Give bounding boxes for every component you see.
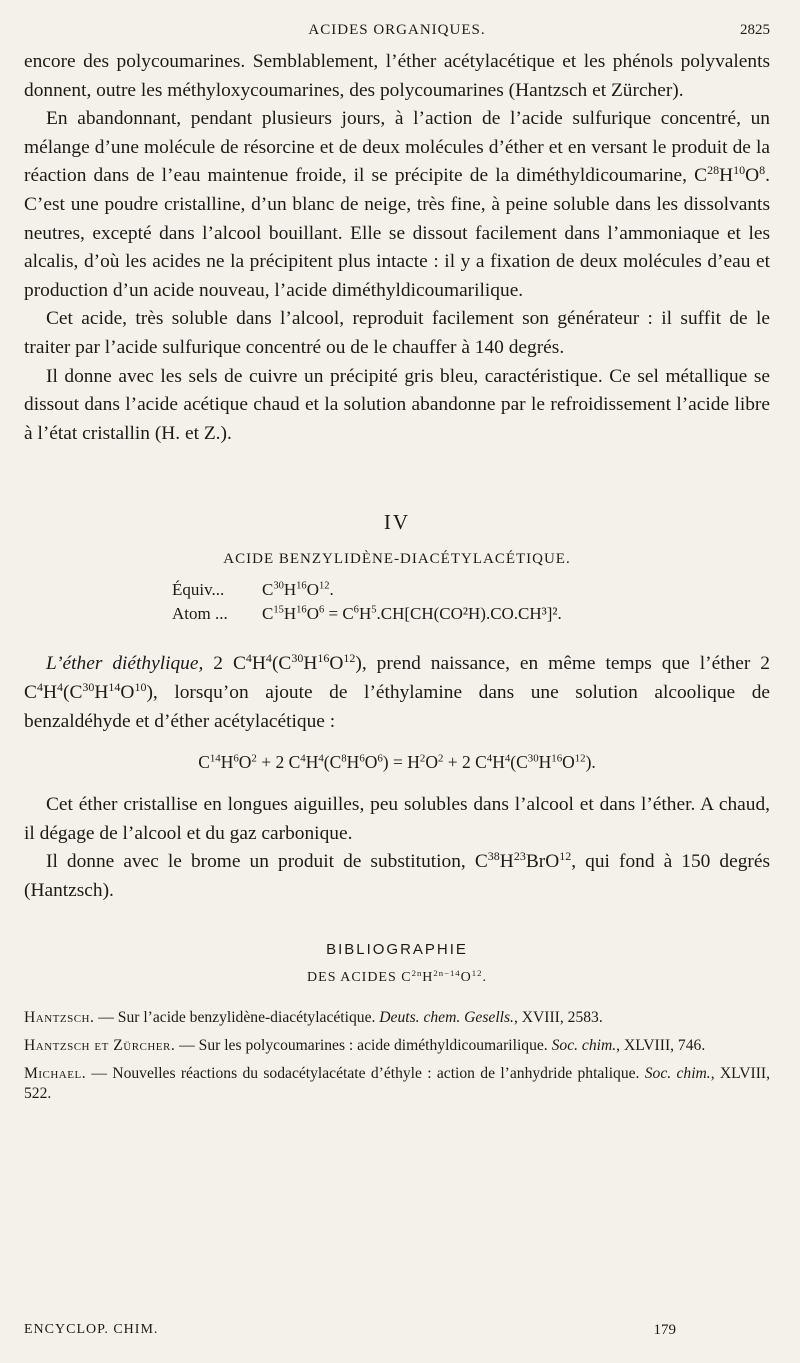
reaction-equation: $C^{14}H^6O^2 + 2$ $C^4H^4(C^8H^6O^6) = H^2O^2 + 2$ $C^4H^4(C^{30}H^{16}O^{12})$. — [198, 752, 596, 773]
page-number: 2825 — [740, 22, 770, 38]
formula-block — [172, 578, 770, 626]
paragraph-1: encore des polycoumarines. Semblablement, l’éther acétylacétique et les phénols polyvalents donnent, outre les méthyloxycoumarines, des polycoumarines (Hantzsch et Zürcher). — [24, 51, 770, 101]
bibliography-subheading: DES ACIDES $C^{2n}H^{2n-14}O^{12}$. — [307, 968, 487, 986]
paragraph-3: Cet acide, très soluble dans l’alcool, reproduit facilement son générateur : il suffit de le traiter par l’acide sulfurique concentré ou de le chauffer à 140 degrés. — [24, 308, 770, 358]
paragraph-5: L’éther diéthylique, 2 $C^4H^4(C^{30}H^{16}O^{12})$, prend naissance, en même temps que l’éther 2 $C^4H^4(C^{30}H^{14}O^{10})$, lorsqu’on ajoute de l’éthylamine dans une solution alcoolique de benzaldéhyde et d’éther acétylacétique : — [24, 651, 770, 732]
reference-item: Hantzsch et Zürcher. — Sur les polycoumarines : acide diméthyldicoumarilique. Soc. chim., XLVIII, 746. — [24, 1037, 706, 1055]
section-number: IV — [383, 510, 411, 535]
page — [24, 22, 770, 1112]
paragraph-6: Cet éther cristallise en longues aiguilles, peu solubles dans l’alcool et dans l’éther. A chaud, il dégage de l’alcool et du gaz carbonique. — [24, 794, 770, 844]
footer-title: ENCYCLOP. CHIM. — [24, 1322, 159, 1337]
running-title: ACIDES ORGANIQUES. — [308, 22, 486, 38]
bibliography-heading: BIBLIOGRAPHIE — [326, 941, 468, 959]
section-title: ACIDE BENZYLIDÈNE-DIACÉTYLACÉTIQUE. — [223, 551, 571, 568]
paragraph-7: Il donne avec le brome un produit de substitution, $C^{38}H^{23}BrO^{12}$, qui fond à 150 degrés (Hantzsch). — [24, 849, 770, 901]
atom-formula: Atom ... $C^{15}H^{16}O^6 = C^6H^5.CH[CH(CO^2H).CO.CH^3]^2$. — [172, 604, 562, 624]
page-footer — [24, 1322, 770, 1338]
paragraph-4: Il donne avec les sels de cuivre un précipité gris bleu, caractéristique. Ce sel métallique se dissout dans l’acide acétique chaud et la solution abandonne par le refroidissement l’acide libre à l’état cristallin (H. et Z.). — [24, 365, 770, 444]
signature-mark: 179 — [653, 1322, 676, 1338]
reference-item: Hantzsch. — Sur l’acide benzylidène-diacétylacétique. Deuts. chem. Gesells., XVIII, 2583. — [24, 1009, 603, 1027]
reference-item: Michael. — Nouvelles réactions du sodacétylacétate d’éthyle : action de l’anhydride phtalique. Soc. chim., XLVIII, 522. — [24, 1065, 770, 1103]
equiv-formula: Équiv... $C^{30}H^{16}O^{12}$. — [172, 580, 334, 600]
paragraph-2: En abandonnant, pendant plusieurs jours, à l’action de l’acide sulfurique concentré, un mélange d’une molécule de résorcine et de deux molécules d’éther et en versant le produit de la réaction dans de l’eau maintenue froide, il se précipite de la diméthyldicoumarine, $C^{28}H^{10}O^8$. C’est une poudre cristalline, d’un blanc de neige, très fine, à peine soluble dans les dissolvants neutres, excepté dans l’alcool bouillant. Elle se dissout facilement dans l’ammoniaque et les alcalis, d’où les acides ne la précipitent plus intacte : il y a fixation de deux molécules d’eau et production d’un acide nouveau, l’acide diméthyldicoumarilique. — [24, 108, 770, 301]
reference-list — [24, 1008, 770, 1104]
running-head — [24, 22, 770, 48]
